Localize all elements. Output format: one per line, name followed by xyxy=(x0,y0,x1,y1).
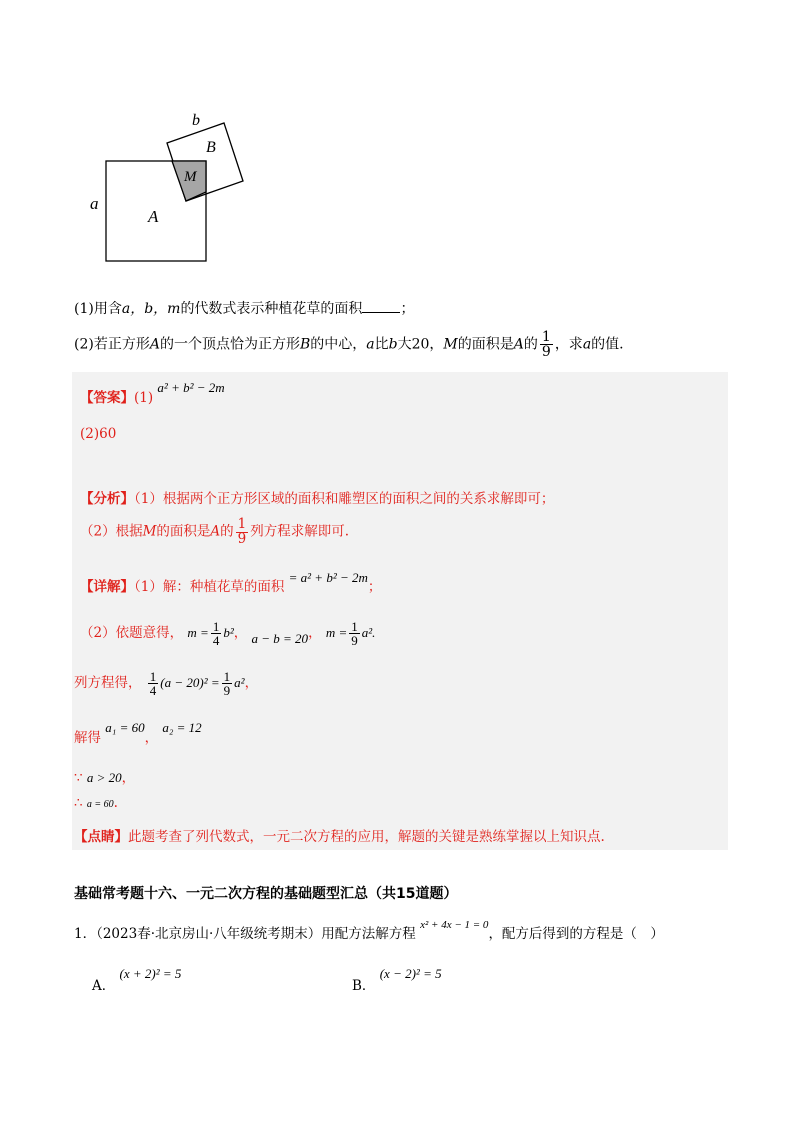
q2-text: 的值. xyxy=(591,336,624,353)
comment-line xyxy=(74,825,605,845)
option-a-label: A． xyxy=(92,978,116,994)
question-1 xyxy=(74,298,414,318)
analysis-line-1 xyxy=(80,487,554,507)
analysis-text: （1）根据两个正方形区域的面积和雕塑区的面积之间的关系求解即可； xyxy=(134,491,555,507)
detail-eq: a − b = 20 xyxy=(251,631,309,646)
q2-text: 的中心， xyxy=(310,336,367,353)
detail-expr: = a² + b² − 2m xyxy=(288,570,368,585)
because-icon: ∵ xyxy=(74,770,83,786)
detail-fraction xyxy=(349,620,360,647)
option-a-expr: (x + 2)² = 5 xyxy=(119,966,182,981)
detail-line-2 xyxy=(80,620,375,647)
analysis-var: M xyxy=(142,523,157,540)
q2-text: 大20， xyxy=(397,336,444,353)
q2-var: a xyxy=(582,336,592,353)
fraction-denominator: 9 xyxy=(541,344,551,360)
section-title: 基础常考题十六、一元二次方程的基础题型汇总（共15道题） xyxy=(74,886,458,902)
therefore-line xyxy=(74,795,118,811)
q2-text: 的 xyxy=(523,336,538,353)
fraction-denominator: 9 xyxy=(223,683,231,698)
problem-number: 1． xyxy=(74,926,97,942)
solve-sep: ， xyxy=(144,730,159,746)
analysis-var: A xyxy=(210,523,221,540)
equation-expr: (a − 20)² = xyxy=(160,675,220,690)
fraction-numerator: 1 xyxy=(149,669,157,684)
problem-tail: ，配方后得到的方程是（ ） xyxy=(488,926,664,942)
label-B: B xyxy=(206,139,216,156)
detail-text: （2）依题意得， xyxy=(80,625,184,641)
fraction-numerator: 1 xyxy=(212,619,220,634)
detail-text: ； xyxy=(367,579,382,595)
analysis-text: 的 xyxy=(220,523,234,540)
label-A: A xyxy=(148,207,159,226)
q2-text: (2)若正方形 xyxy=(74,336,150,353)
option-b-label: B． xyxy=(352,978,376,994)
therefore-icon: ∴ xyxy=(74,795,83,811)
analysis-fraction xyxy=(236,518,249,546)
because-end: ， xyxy=(121,770,136,786)
comment-text: 此题考查了列代数式，一元二次方程的应用，解题的关键是熟练掌握以上知识点. xyxy=(128,829,605,845)
label-M: M xyxy=(184,169,197,185)
q2-var: b xyxy=(388,336,398,353)
fraction-numerator: 1 xyxy=(351,619,358,634)
fraction-denominator: 4 xyxy=(212,633,220,648)
analysis-line-2 xyxy=(80,518,349,546)
option-b-expr: (x − 2)² = 5 xyxy=(379,966,442,981)
q1-suffix: 的代数式表示种植花草的面积 xyxy=(180,301,363,317)
answer-line xyxy=(80,380,225,406)
equation-expr: a² xyxy=(234,675,245,690)
q1-end: ； xyxy=(400,301,415,317)
detail-sep: ， xyxy=(308,625,322,641)
fraction-numerator: 1 xyxy=(223,669,231,684)
detail-eq: m = xyxy=(325,625,348,640)
fraction-numerator: 1 xyxy=(541,329,551,345)
analysis-text: 列方程求解即可. xyxy=(250,523,350,540)
q1-answer-blank xyxy=(362,312,400,313)
fraction-denominator: 9 xyxy=(237,530,247,547)
option-a[interactable] xyxy=(92,962,182,994)
label-b: b xyxy=(192,112,200,129)
because-line xyxy=(74,766,135,786)
answer-p1-prefix: (1) xyxy=(134,390,154,406)
solve-root-1: a₁ = 60 xyxy=(105,720,145,735)
solve-prefix: 解得 xyxy=(74,730,101,746)
answer-label: 【答案】 xyxy=(80,390,134,406)
equation-end: ， xyxy=(244,675,259,691)
problem-equation: x² + 4x − 1 = 0 xyxy=(420,919,489,931)
detail-fraction xyxy=(211,620,222,647)
equation-prefix: 列方程得， xyxy=(74,675,142,691)
equation-fraction xyxy=(222,670,233,697)
analysis-label: 【分析】 xyxy=(80,491,134,507)
q2-fraction xyxy=(540,330,553,359)
problem-1 xyxy=(74,919,664,942)
option-b[interactable] xyxy=(352,962,442,994)
q2-var: a xyxy=(366,336,375,353)
analysis-text: 的面积是 xyxy=(156,523,211,540)
equation-line xyxy=(74,670,258,697)
solve-root-2: a₂ = 12 xyxy=(162,720,202,735)
comment-label: 【点睛】 xyxy=(74,829,128,845)
detail-eq: b² xyxy=(223,625,234,640)
solve-line xyxy=(74,716,202,746)
q1-vars: a，b，m xyxy=(121,301,181,317)
label-a: a xyxy=(90,194,99,213)
because-expr: a > 20 xyxy=(86,770,122,785)
q2-var: M xyxy=(443,336,458,353)
answer-p1-expr: a² + b² − 2m xyxy=(157,380,225,395)
geometry-figure xyxy=(70,105,270,275)
answer-panel xyxy=(72,372,728,850)
detail-eq: m = xyxy=(187,625,209,640)
answer-p2: (2)60 xyxy=(80,426,117,442)
therefore-end: . xyxy=(113,795,118,811)
q2-text: 的一个顶点恰为正方形 xyxy=(159,336,300,353)
q1-prefix: (1)用含 xyxy=(74,301,122,317)
detail-eq: a². xyxy=(361,625,376,640)
analysis-text: （2）根据 xyxy=(80,523,143,540)
q2-text: ，求 xyxy=(554,336,583,353)
q2-var: A xyxy=(513,336,524,353)
detail-sep: ， xyxy=(233,625,248,641)
q2-text: 比 xyxy=(374,336,389,353)
detail-label: 【详解】 xyxy=(80,579,134,595)
fraction-numerator: 1 xyxy=(237,516,247,532)
detail-text: （1）解：种植花草的面积 xyxy=(134,579,285,595)
q2-text: 的面积是 xyxy=(457,336,514,353)
q2-var: A xyxy=(149,336,160,353)
equation-fraction xyxy=(148,670,159,697)
problem-source: （2023春·北京房山·八年级统考期末）用配方法解方程 xyxy=(96,926,416,942)
fraction-denominator: 9 xyxy=(351,633,358,648)
q2-var: B xyxy=(299,336,311,353)
fraction-denominator: 4 xyxy=(149,683,157,698)
detail-line-1 xyxy=(80,570,382,595)
therefore-expr: a = 60 xyxy=(86,799,114,810)
question-2 xyxy=(74,330,624,359)
